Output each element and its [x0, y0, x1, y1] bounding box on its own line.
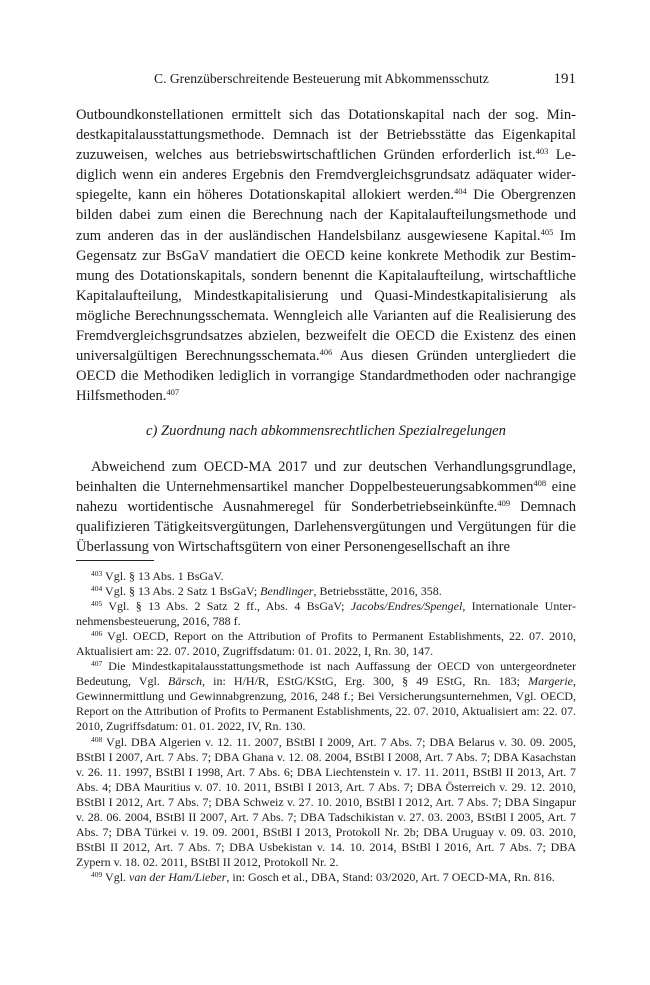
section-heading: c) Zuordnung nach abkommensrechtlichen Spezialregelungen — [146, 423, 506, 439]
main-text — [76, 105, 576, 406]
text-run: Im Gegensatz zur BsGaV mandatiert die OECD keine konkrete Methodik zur Bestimmung des Dotationskapitals, sondern benennt die Kapitalaufteilung, wirtschaftliche Kapitalaufteilung, Mindestkapitalisierung und Quasi-Mindestkapitalisierung als mögliche Berechnungsschemata. Wenngleich alle Varianten auf die Realisierung des Fremdvergleichsgrundsatzes abzielen, bezweifelt die OECD die Existenz des einen universalgültigen Berechnungsschemata. — [76, 227, 576, 365]
text-run: Vgl. § 13 Abs. 2 Satz 1 BsGaV; — [105, 584, 261, 599]
author-name: Jacobs/Endres/Spengel — [350, 599, 463, 614]
footnote-number: 406 — [91, 629, 103, 639]
author-name: Margerie — [528, 674, 573, 689]
text-run: Demnach qualifizieren Tätigkeitsvergütungen, Darlehensvergütungen und Vergütungen für die Überlassung von Wirtschaftsgütern von einer Personengesellschaft an ihre — [76, 499, 576, 556]
author-name: Bendlinger — [260, 584, 314, 599]
footnote-marker: 409 — [497, 498, 511, 509]
author-name: van der Ham/Lieber — [129, 869, 227, 884]
text-run: , Betriebsstätte, 2016, 358. — [313, 584, 442, 599]
text-run: , Gewinnermittlung und Gewinnabgrenzung, 2016, 248 f.; Bei Versicherungsunternehmen, Vgl. OECD, Report on the Attribution of Profits to Permanent Establishments, 22. 07. 2010, Aktualisiert am: 22. 07. 2010, Zugriffsdatum: 01. 01. 2022, IV, Rn. 130. — [76, 674, 576, 734]
footnote-marker: 408 — [533, 478, 547, 489]
footnote-marker: 404 — [454, 186, 467, 197]
running-head-title: C. Grenzüberschreitende Besteuerung mit Abkommensschutz — [154, 71, 489, 86]
footnote — [76, 870, 576, 885]
text-run: Aus diesen Gründen untergliedert die OECD die Methodiken lediglich in vorrangige Standardmethoden oder nachrangige Hilfsmethoden. — [76, 348, 576, 405]
text-run: Vgl. — [105, 869, 130, 884]
text-run: Vgl. § 13 Abs. 1 BsGaV. — [105, 569, 224, 583]
main-text-continued — [76, 457, 576, 557]
text-run: , Internationale Unternehmensbesteuerung, 2016, 788 f. — [76, 599, 576, 629]
author-name: Bärsch — [168, 674, 203, 689]
page-number: 191 — [553, 71, 576, 87]
text-run: Abweichend zum OECD-MA 2017 und zur deutschen Verhandlungsgrundlage, beinhalten die Unternehmensartikel mancher Doppelbesteuerungsabkommen — [76, 459, 576, 496]
footnote-marker: 405 — [540, 226, 554, 237]
text-run: Vgl. § 13 Abs. 2 Satz 2 ff., Abs. 4 BsGaV; — [108, 599, 351, 614]
footnote-marker: 406 — [319, 347, 333, 358]
paragraph-1 — [76, 105, 576, 406]
footnote — [76, 659, 576, 734]
paragraph-2 — [76, 457, 576, 557]
footnote — [76, 735, 576, 870]
footnote — [76, 584, 576, 599]
footnote-number: 408 — [91, 734, 103, 744]
footnote-separator — [76, 560, 154, 561]
footnote — [76, 599, 576, 629]
footnote-number: 405 — [91, 599, 103, 609]
footnote-marker: 407 — [166, 387, 180, 398]
footnote-number: 403 — [91, 569, 103, 578]
footnote — [76, 569, 576, 584]
footnote-number: 404 — [91, 584, 103, 594]
text-run: Lediglich wenn ein anderes Ergebnis den Fremdvergleichsgrundsatz adäquater widerspiegelte, kann ein höheres Dotationskapital allokiert werden. — [76, 147, 576, 204]
footnote-number: 407 — [91, 659, 103, 669]
text-run: Outboundkonstellationen ermittelt sich das Dotationskapital nach der sog. Mindestkapitalausstattungsmethode. Demnach ist der Betriebsstätte das Eigenkapital zuzuweisen, welches aus betriebswirtschaftlichen Gründen erforderlich ist. — [76, 107, 576, 164]
text-run: Vgl. DBA Algerien v. 12. 11. 2007, BStBl I 2009, Art. 7 Abs. 7; DBA Belarus v. 30. 09. 2005, BStBl I 2007, Art. 7 Abs. 7; DBA Ghana v. 12. 08. 2004, BStBl I 2008, Art. 7 Abs. 7; DBA Kasachstan v. 26. 11. 1997, BStBl I 1998, Art. 7 Abs. 6; DBA Liechtenstein v. 17. 11. 2011, BStBl II 2013, Art. 7 Abs. 4; DBA Mauritius v. 07. 10. 2011, BStBl I 2013, Art. 7 Abs. 7; DBA Österreich v. 29. 12. 2010, BStBl I 2012, Art. 7 Abs. 7; DBA Schweiz v. 27. 10. 2010, BStBl I 2012, Art. 7 Abs. 7; DBA Singapur v. 28. 06. 2004, BStBl II 2007, Art. 7 Abs. 7; DBA Tadschikistan v. 27. 03. 2003, BStBl I 2005, Art. 7 Abs. 7; DBA Türkei v. 19. 09. 2001, BStBl I 2013, Protokoll Nr. 2b; DBA Uruguay v. 09. 03. 2010, BStBl II 2012, Art. 7 Abs. 7; DBA Usbekistan v. 14. 10. 2014, BStBl I 2016, Art. 7 Abs. 7; DBA Zypern v. 18. 02. 2011, BStBl II 2012, Protokoll Nr. 2. — [76, 734, 576, 869]
text-run: , in: Gosch et al., DBA, Stand: 03/2020, Art. 7 OECD-MA, Rn. 816. — [226, 869, 555, 884]
text-run: Die Mindestkapitalausstattungsmethode ist nach Auffassung der OECD von untergeordneter Bedeutung, Vgl. — [76, 659, 576, 689]
footnotes — [76, 569, 576, 885]
footnote — [76, 629, 576, 659]
text-run: eine nahezu wortidentische Ausnahmeregel für Sonderbetriebseinkünfte. — [76, 479, 576, 516]
footnote-marker: 403 — [535, 146, 549, 157]
text-run: , in: H/H/R, EStG/KStG, Erg. 300, § 49 EStG, Rn. 183; — [202, 674, 529, 689]
text-run: Die Obergrenzen bilden dabei zum einen die Berechnung nach der Kapitalaufteilungsmethode und zum anderen das in der ausländischen Handelsbilanz ausgewiesene Kapital. — [76, 187, 576, 244]
text-run: Vgl. OECD, Report on the Attribution of Profits to Permanent Establishments, 22. 07. 2010, Aktualisiert am: 22. 07. 2010, Zugriffsdatum: 01. 01. 2022, I, Rn. 30, 147. — [76, 629, 577, 659]
footnote-number: 409 — [91, 869, 103, 879]
